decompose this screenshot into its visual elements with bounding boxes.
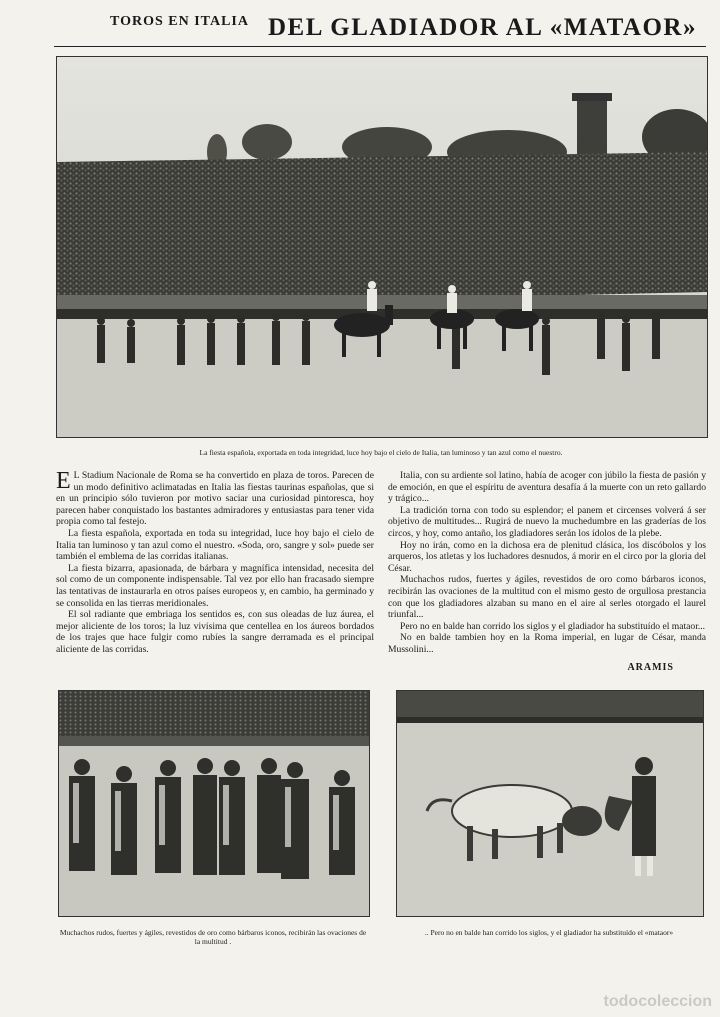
bottom-right-caption: .. Pero no en balde han corrido los siglos, y el gladiador ha substituído el «mataor» [424, 928, 674, 937]
paragraph: La fiesta bizarra, apasionada, de bárbara y magnífica intensidad, necesita del sol como de un componente indispensable. Tal vez por ello han fracasado siempre las tentativas de instaurarla en otros países europeos y, en cambio, ha germinado y se consolida en las tierras meridionales. [56, 562, 374, 609]
paragraph: Pero no en balde han corrido los siglos y el gladiador ha substituído el mataor... [400, 620, 706, 632]
headline: DEL GLADIADOR AL «MATAOR» [268, 14, 697, 41]
bottom-right-photo-bull [396, 690, 704, 917]
paragraph: La tradición torna con todo su esplendor; el panem et circenses volverá á ser objetivo de multitudes... Rugirá de nuevo la muchedumbre en las graderías de los circos, y hoy, como antaño, los gladiadores serán los ídolos de la plebe. [388, 504, 706, 539]
author-signature: ARAMIS [627, 662, 674, 673]
article-left-column [56, 470, 374, 656]
bull-illustration [397, 691, 703, 916]
section-kicker: TOROS EN ITALIA [110, 14, 249, 29]
article-right-column [388, 470, 706, 656]
paragraph: E L Stadium Nacionale de Roma se ha convertido en plaza de toros. Parecen de un modo definitivo aclimatadas en Italia las fiestas taurinas españolas, que si en un principio sólo tuvieron por motivo saciar una curiosidad pintoresca, hoy parecen haber conquistado los bastantes admiradores y entusiastas para tener vida propia como tal festejo. [56, 468, 374, 528]
dropcap: E [56, 468, 71, 494]
bottom-left-caption: Muchachos rudos, fuertes y ágiles, revestidos de oro como bárbaros iconos, recibirán las ovaciones de la multitud . [59, 928, 367, 946]
paragraph: Hoy no irán, como en la dichosa era de plenitud clásica, los discóbolos y los arqueros, los atletas y los luchadores desnudos, á morir en el circo por la gloria del César. [388, 539, 706, 574]
paragraph: El sol radiante que embriaga los sentidos es, con sus oleadas de luz áurea, el mejor aliciente de los toros; la luz vivísima que centellea en los áureos bordados de los trajes que hace fulgir como rubíes la sangre derramada es el principal aliciente de las corridas. [56, 609, 374, 655]
paragraph: Muchachos rudos, fuertes y ágiles, revestidos de oro como bárbaros iconos, recibirán las ovaciones de la multitud con el mismo gesto de orgullosa prestancia con que los gladiadores alzaban su mano en el aire al serles otorgado el laurel triunfal... [388, 574, 706, 621]
header-rule [54, 46, 706, 47]
top-photo-caption: La fiesta española, exportada en toda integridad, luce hoy bajo el cielo de Italia, tan luminoso y tan azul como el nuestro. [199, 448, 563, 457]
paragraph: Italia, con su ardiente sol latino, había de acoger con júbilo la fiesta de pasión y de emoción, en que el espíritu de aventura desafía á la muerte con un reto gallardo y trágico... [388, 470, 706, 505]
bullring-illustration [57, 57, 707, 437]
bottom-left-photo-matadors [58, 690, 370, 917]
top-photo-bullring [56, 56, 708, 438]
paragraph: No en balde tambien hoy en la Roma imperial, en lugar de César, manda Mussolini... [388, 632, 706, 655]
matadors-illustration [59, 691, 369, 916]
watermark-logo: todocoleccion [603, 993, 712, 1010]
paragraph: La fiesta española, exportada en toda su integridad, luce hoy bajo el cielo de Italia tan luminoso y tan azul como el nuestro. «Soda, oro, sangre y sol» puede ser también el emblema de las corridas italianas. [56, 527, 374, 563]
